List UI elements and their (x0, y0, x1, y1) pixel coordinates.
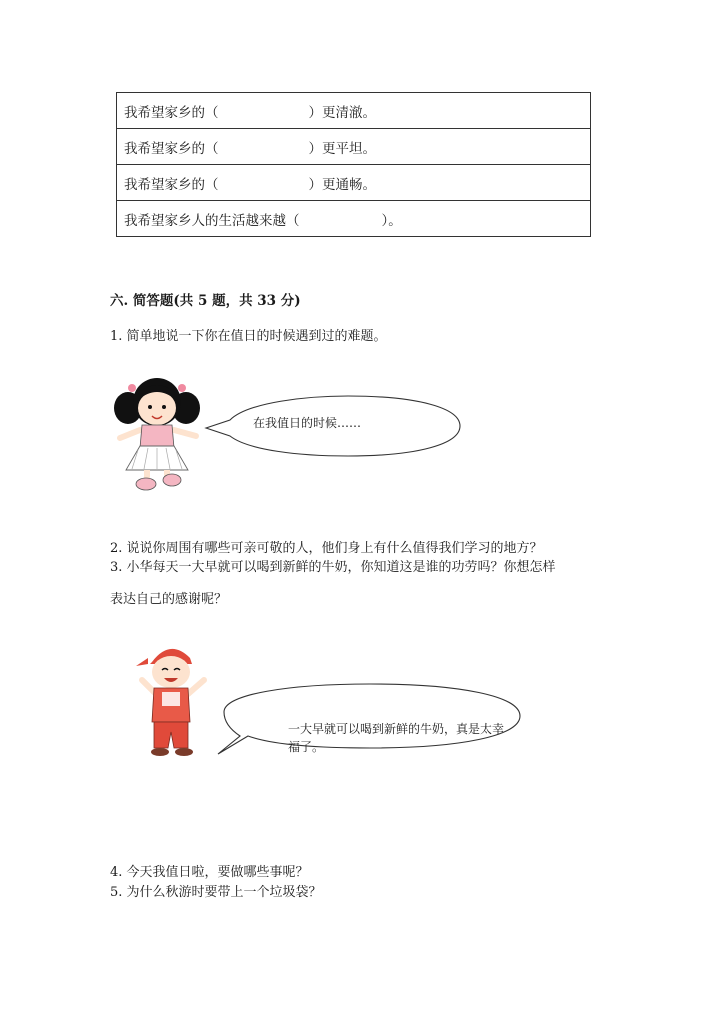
girl-illustration (108, 370, 468, 498)
question-3-line-2: 表达自己的感谢呢？ (110, 592, 228, 607)
face (138, 391, 176, 425)
table-row (117, 201, 591, 237)
boy-bubble-text (288, 720, 504, 756)
question-2: 2. 说说你周围有哪些可亲可敬的人，他们身上有什么值得我们学习的地方？ (110, 541, 543, 556)
table-row (117, 93, 591, 129)
row-suffix: ）更平坦。 (308, 140, 376, 157)
question-3-line-1: 3. 小华每天一大早就可以喝到新鲜的牛奶，你知道这是谁的功劳吗？你想怎样 (110, 560, 556, 575)
girl-dress (140, 425, 174, 448)
boy-face (152, 656, 190, 688)
table-row (117, 165, 591, 201)
question-1: 1. 简单地说一下你在值日的时候遇到过的难题。 (110, 329, 387, 344)
girl-bubble-text: 在我值日的时候…… (253, 416, 362, 430)
boy-bubble-line-2: 福了。 (288, 740, 325, 754)
question-4: 4. 今天我值日啦，要做哪些事呢？ (110, 865, 309, 880)
boy-bubble-line-1: 一大早就可以喝到新鲜的牛奶，真是太幸 (288, 722, 505, 736)
row-suffix: ）更通畅。 (308, 176, 376, 193)
section-title: 六. 简答题(共 5 题，共 33 分) (110, 293, 301, 309)
row-prefix: 我希望家乡的（ (124, 140, 219, 157)
row-suffix: ）更清澈。 (308, 104, 376, 121)
row-prefix: 我希望家乡的（ (124, 176, 219, 193)
row-suffix: ）。 (381, 212, 402, 229)
question-5: 5. 为什么秋游时要带上一个垃圾袋？ (110, 885, 322, 900)
table-row (117, 129, 591, 165)
wish-table (116, 92, 591, 237)
row-prefix: 我希望家乡的（ (124, 104, 219, 121)
row-prefix: 我希望家乡人的生活越来越（ (124, 212, 300, 229)
